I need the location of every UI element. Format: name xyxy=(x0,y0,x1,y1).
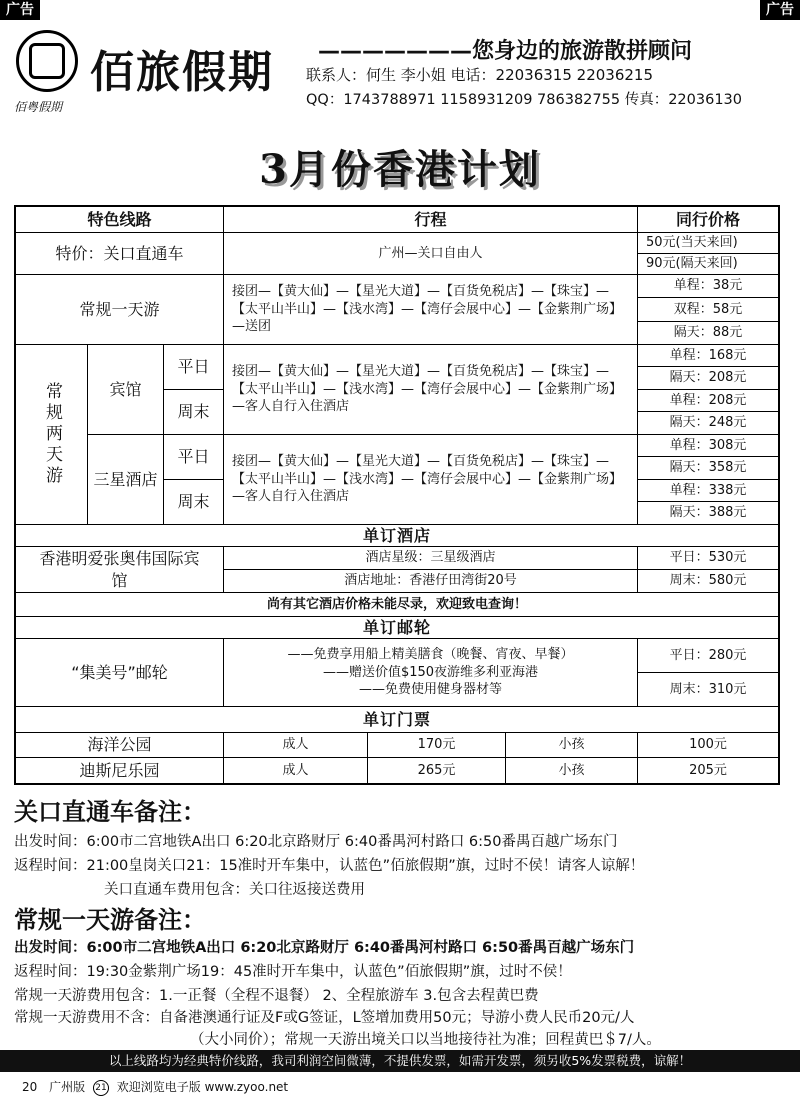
paper-edition: 广州版 xyxy=(49,1080,86,1094)
express-notes-heading: 关口直通车备注： xyxy=(14,798,206,826)
twoday-price: 单程：338元 xyxy=(638,480,778,502)
ticket-adult-label: 成人 xyxy=(224,758,368,783)
daytour-price: 双程：58元 xyxy=(638,298,778,322)
daytour-depart: 出发时间：6:00市二宫地铁A出口 6:20北京路财厅 6:40番禺河村路口 6:50番禺百越广场东门 xyxy=(14,940,635,956)
hotel-a-label: 宾馆 xyxy=(88,345,164,435)
footer-disclaimer: 以上线路均为经典特价线路，我司利润空间微薄，不提供发票，如需开发票，须另收5%发票税费，谅解！ xyxy=(0,1050,800,1072)
contact-line: 联系人：何生 李小姐 电话：22036315 22036215 xyxy=(306,66,654,84)
ticket-section-title: 单订门票 xyxy=(16,707,778,733)
twoday-price: 隔天：358元 xyxy=(638,457,778,480)
ticket-child-label: 小孩 xyxy=(506,758,638,783)
hotel-note: 尚有其它酒店价格未能尽录，欢迎致电查询！ xyxy=(16,593,778,617)
twoday-price: 单程：308元 xyxy=(638,435,778,457)
cruise-price: 周末：310元 xyxy=(638,673,778,707)
twoday-itinerary: 接团—【黄大仙】—【星光大道】—【百货免税店】—【珠宝】—【太平山半山】—【浅水湾】—【湾仔会展中心】—【金紫荆广场】—客人自行入住酒店 xyxy=(224,345,638,435)
express-itinerary: 广州—关口自由人 xyxy=(224,233,638,275)
brand-sub: 佰粤假期 xyxy=(14,100,63,114)
daytour-exclude: 常规一天游费用不含：自备港澳通行证及F或G签证，L签增加费用50元；导游小费人民币20元/人 xyxy=(14,1010,635,1026)
site-link[interactable]: 欢迎浏览电子版 www.zyoo.net xyxy=(116,1080,289,1094)
ticket-adult-price: 265元 xyxy=(368,758,506,783)
twoday-price: 单程：168元 xyxy=(638,345,778,367)
cruise-item: ——免费使用健身器材等 xyxy=(358,682,502,698)
price-table xyxy=(14,205,780,785)
daytour-price: 单程：38元 xyxy=(638,275,778,298)
footer xyxy=(0,1074,800,1100)
header-route: 特色线路 xyxy=(16,207,224,233)
ad-tag: 广告 xyxy=(760,0,800,20)
hotel-level: 酒店星级：三星级酒店 xyxy=(224,547,638,570)
cruise-name: “集美号”邮轮 xyxy=(16,639,224,707)
header-itinerary: 行程 xyxy=(224,207,638,233)
hotel-address: 酒店地址：香港仔田湾街20号 xyxy=(224,570,638,593)
logo-icon xyxy=(16,30,78,92)
weekday-label: 平日 xyxy=(164,435,224,480)
cruise-item: ——免费享用船上精美膳食（晚餐、宵夜、早餐） xyxy=(287,647,574,663)
twoday-label: 常规两天游 xyxy=(16,345,88,525)
ticket-child-price: 100元 xyxy=(638,733,778,758)
daytour-route: 常规一天游 xyxy=(16,275,224,345)
ticket-child-price: 205元 xyxy=(689,762,727,778)
express-price: 90元(隔天来回) xyxy=(638,254,778,275)
header xyxy=(0,20,800,118)
weekend-label: 周末 xyxy=(164,390,224,435)
header-price: 同行价格 xyxy=(638,207,778,233)
publisher-logo-icon: 21 xyxy=(93,1080,109,1096)
hotel-name: 香港明爱张奥伟国际宾馆 xyxy=(16,547,224,593)
hotel-price: 平日：530元 xyxy=(638,547,778,570)
express-price: 50元(当天来回) xyxy=(638,233,778,254)
hotel-b-label: 三星酒店 xyxy=(88,435,164,525)
twoday-price: 隔天：388元 xyxy=(638,502,778,525)
hotel-section-title: 单订酒店 xyxy=(16,525,778,547)
qq-line: QQ：1743788971 1158931209 786382755 传真：22036130 xyxy=(306,92,742,108)
hotel-price: 周末：580元 xyxy=(638,570,778,593)
tagline: ———————您身边的旅游散拼顾问 xyxy=(318,39,693,64)
daytour-include: 常规一天游费用包含：1.一正餐（全程不退餐） 2、全程旅游车 3.包含去程黄巴费 xyxy=(14,988,539,1004)
ad-tag: 广告 xyxy=(0,0,40,20)
twoday-price: 隔天：248元 xyxy=(638,412,778,435)
weekday-label: 平日 xyxy=(164,345,224,390)
ticket-park: 海洋公园 xyxy=(16,733,224,758)
express-include: 关口直通车费用包含：关口往返接送费用 xyxy=(104,882,365,898)
express-route: 特价：关口直通车 xyxy=(16,233,224,275)
weekend-label: 周末 xyxy=(164,480,224,525)
daytour-price: 隔天：88元 xyxy=(638,322,778,345)
cruise-item: ——赠送价值$150夜游维多利亚海港 xyxy=(322,664,539,680)
cruise-price: 平日：280元 xyxy=(638,639,778,673)
page-title: 3月份香港计划 xyxy=(259,146,541,193)
brand-name: 佰旅假期 xyxy=(90,47,274,98)
twoday-itinerary: 接团—【黄大仙】—【星光大道】—【百货免税店】—【珠宝】—【太平山半山】—【浅水湾】—【湾仔会展中心】—【金紫荆广场】—客人自行入住酒店 xyxy=(224,435,638,525)
ticket-adult-label: 成人 xyxy=(224,733,368,758)
twoday-price: 隔天：208元 xyxy=(638,367,778,390)
express-return: 返程时间：21:00皇岗关口21：15准时开车集中，认蓝色”佰旅假期”旗，过时不侯！请客人谅解！ xyxy=(14,858,645,874)
page-number: 20 xyxy=(22,1080,38,1094)
daytour-return: 返程时间：19:30金紫荆广场19：45准时开车集中，认蓝色”佰旅假期”旗，过时不侯！ xyxy=(14,964,572,980)
ticket-park: 迪斯尼乐园 xyxy=(16,758,224,783)
daytour-exclude-cont: （大小同价）；常规一天游出境关口以当地接待社为准；回程黄巴＄7/人。 xyxy=(190,1032,661,1048)
daytour-notes-heading: 常规一天游备注： xyxy=(14,906,206,934)
cruise-section-title: 单订邮轮 xyxy=(16,617,778,639)
express-depart: 出发时间：6:00市二宫地铁A出口 6:20北京路财厅 6:40番禺河村路口 6:50番禺百越广场东门 xyxy=(14,834,618,850)
cruise-items xyxy=(224,639,638,707)
twoday-price: 单程：208元 xyxy=(638,390,778,412)
daytour-itinerary: 接团—【黄大仙】—【星光大道】—【百货免税店】—【珠宝】—【太平山半山】—【浅水湾】—【湾仔会展中心】—【金紫荆广场】—送团 xyxy=(224,275,638,345)
ticket-adult-price: 170元 xyxy=(368,733,506,758)
ticket-child-label: 小孩 xyxy=(506,733,638,758)
